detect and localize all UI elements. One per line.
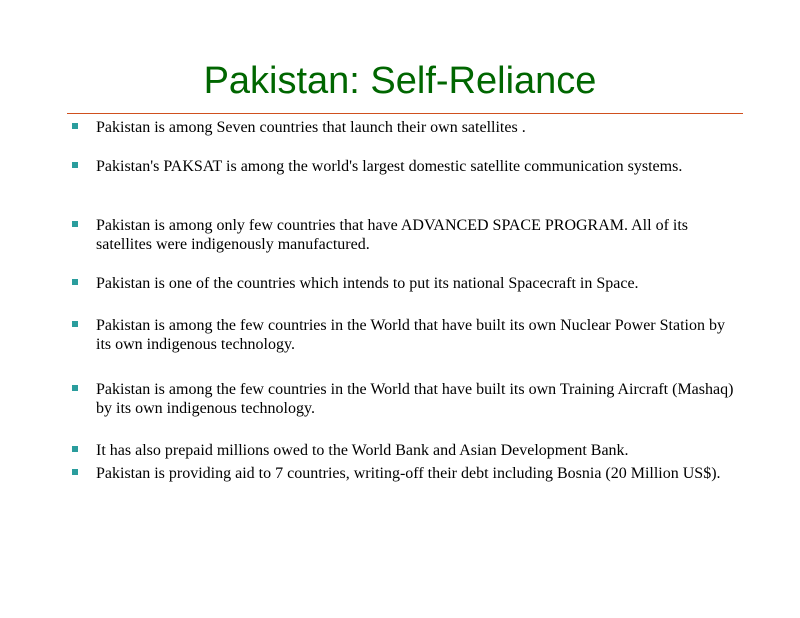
square-bullet-icon — [72, 279, 78, 285]
square-bullet-icon — [72, 162, 78, 168]
bullet-text: Pakistan is among the few countries in the World that have built its own Training Aircraft (Mashaq) by its own indigenous technology. — [96, 381, 734, 417]
square-bullet-icon — [72, 221, 78, 227]
bullet-text: It has also prepaid millions owed to the World Bank and Asian Development Bank. — [96, 442, 629, 459]
square-bullet-icon — [72, 469, 78, 475]
bullet-text: Pakistan is among only few countries that have ADVANCED SPACE PROGRAM. All of its satellites were indigenously manufactured. — [96, 217, 689, 253]
bullet-item — [96, 316, 736, 354]
square-bullet-icon — [72, 446, 78, 452]
bullet-item — [96, 464, 736, 483]
square-bullet-icon — [72, 123, 78, 129]
square-bullet-icon — [72, 321, 78, 327]
bullet-text: Pakistan is among Seven countries that launch their own satellites . — [96, 119, 526, 136]
bullet-text: Pakistan is providing aid to 7 countries, writing-off their debt including Bosnia (20 Million US$). — [96, 465, 721, 482]
bullet-item — [96, 441, 736, 460]
title-divider — [67, 113, 743, 114]
bullet-text: Pakistan is among the few countries in the World that have built its own Nuclear Power Station by its own indigenous technology. — [96, 317, 725, 353]
slide-title: Pakistan: Self-Reliance — [203, 60, 597, 102]
square-bullet-icon — [72, 385, 78, 391]
bullet-item — [96, 380, 736, 418]
bullet-item — [96, 274, 736, 293]
bullet-text: Pakistan's PAKSAT is among the world's largest domestic satellite communication systems. — [96, 158, 683, 175]
bullet-item — [96, 157, 736, 176]
bullet-item — [96, 118, 736, 137]
bullet-item — [96, 216, 736, 254]
bullet-text: Pakistan is one of the countries which intends to put its national Spacecraft in Space. — [96, 275, 639, 292]
